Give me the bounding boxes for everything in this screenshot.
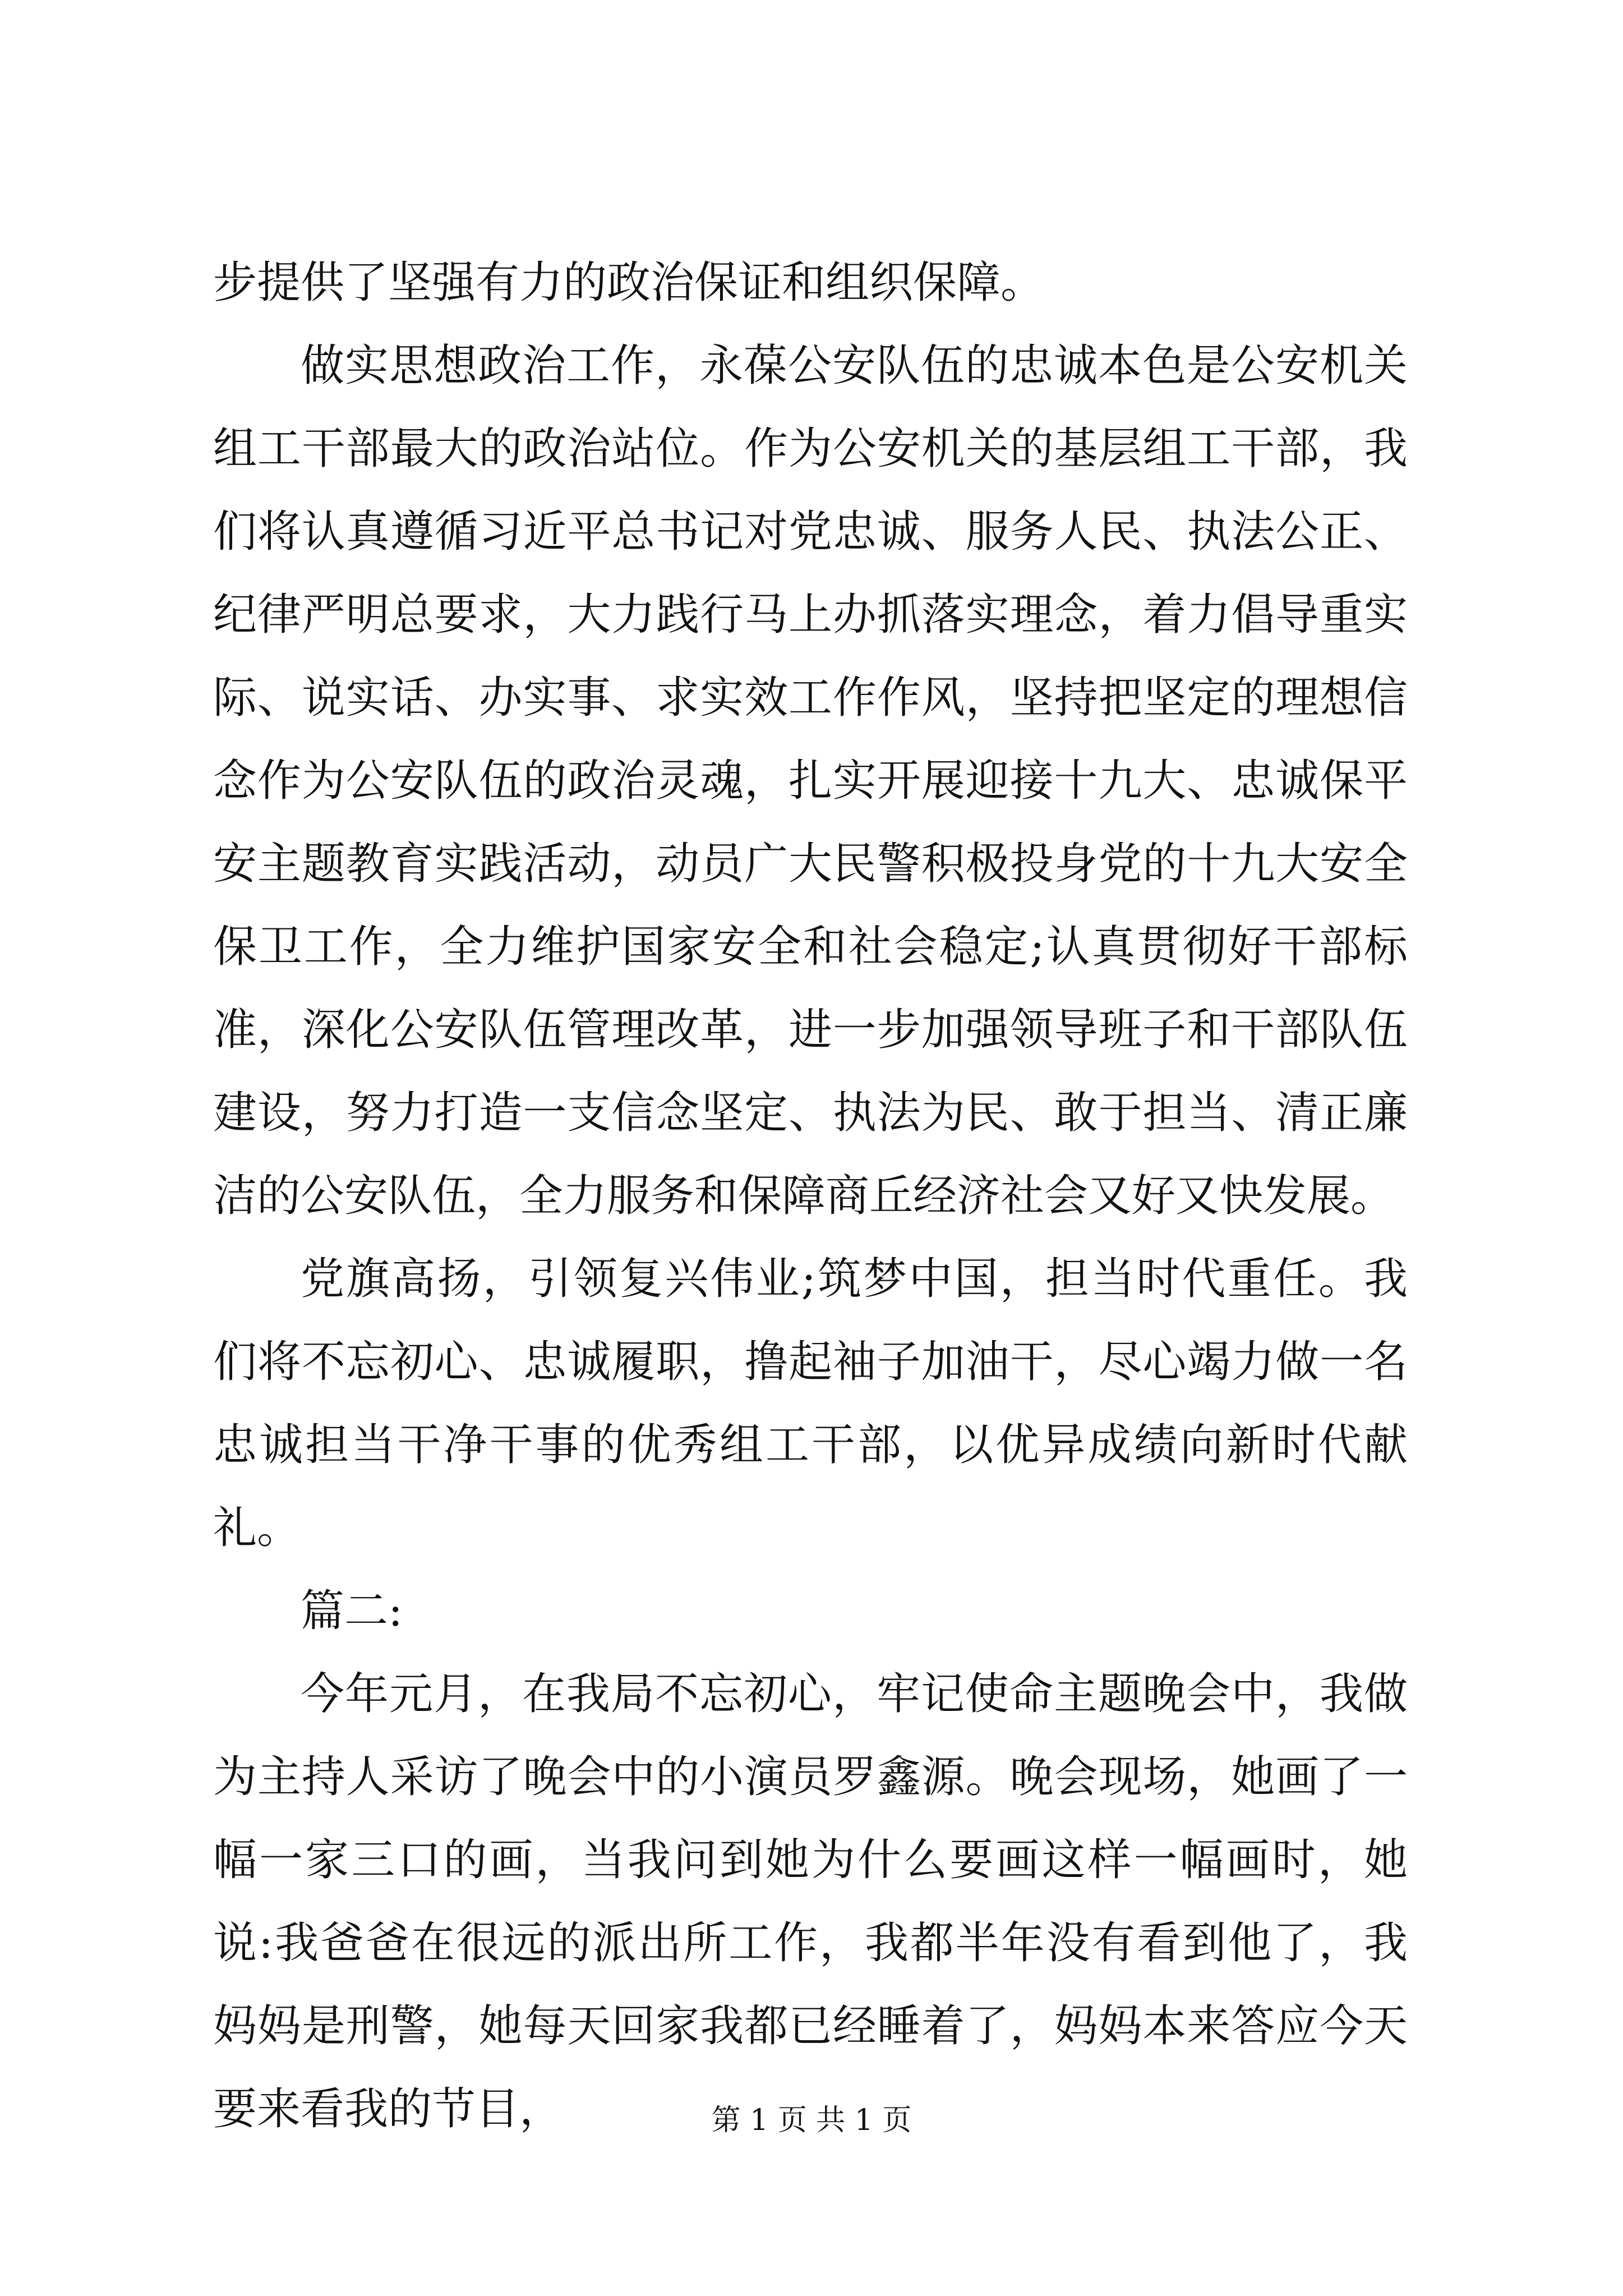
paragraph-political-work: 做实思想政治工作，永葆公安队伍的忠诚本色是公安机关组工干部最大的政治站位。作为公安机关的基层组工干部，我们将认真遵循习近平总书记对党忠诚、服务人民、执法公正、纪律严明总要求，大力践行马上办抓落实理念，着力倡导重实际、说实话、办实事、求实效工作作风，坚持把坚定的理想信念作为公安队伍的政治灵魂，扎实开展迎接十九大、忠诚保平安主题教育实践活动，动员广大民警积极投身党的十九大安全保卫工作，全力维护国家安全和社会稳定;认真贯彻好干部标准，深化公安队伍管理改革，进一步加强领导班子和干部队伍建设，努力打造一支信念坚定、执法为民、敢于担当、清正廉洁的公安队伍，全力服务和保障商丘经济社会又好又快发展。 [213, 341, 1408, 1221]
paragraph-new-year-gala: 今年元月，在我局不忘初心，牢记使命主题晚会中，我做为主持人采访了晚会中的小演员罗鑫源。晚会现场，她画了一幅一家三口的画，当我问到她为什么要画这样一幅画时，她说:我爸爸在很远的派出所工作，我都半年没有看到他了，我妈妈是刑警，她每天回家我都已经睡着了，妈妈本来答应今天要来看我的节目， [213, 1669, 1408, 2134]
section-heading: 篇二: [301, 1586, 403, 1636]
page-footer: 第 1 页 共 1 页 [711, 2104, 912, 2137]
paragraph-party-flag: 党旗高扬，引领复兴伟业;筑梦中国，担当时代重任。我们将不忘初心、忠诚履职，撸起袖子加油干，尽心竭力做一名忠诚担当干净干事的优秀组工干部，以优异成绩向新时代献礼。 [213, 1254, 1408, 1553]
document-body [213, 241, 1408, 2151]
paragraph-continuation: 步提供了坚强有力的政治保证和组织保障。 [213, 257, 1045, 308]
